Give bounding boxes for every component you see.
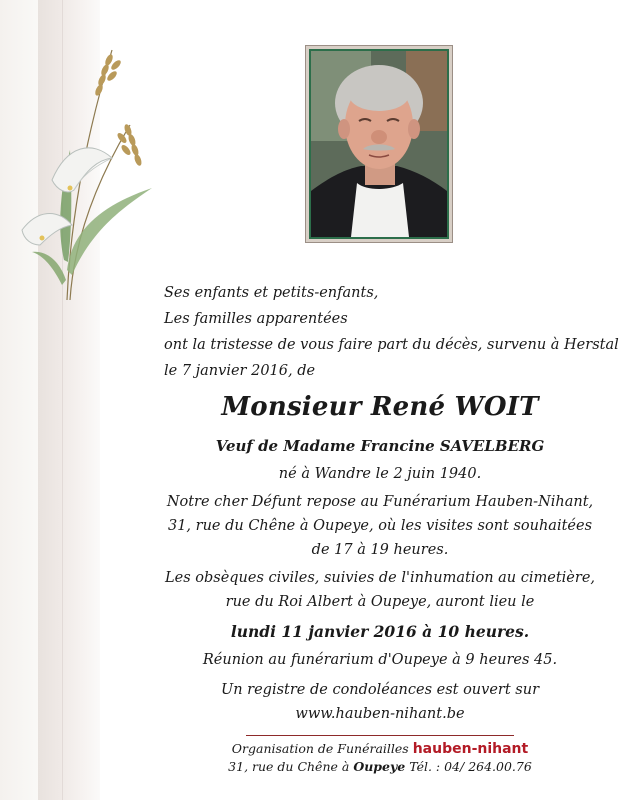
widow-of: Veuf de Madame Francine SAVELBERG	[215, 437, 545, 455]
birth-info: né à Wandre le 2 juin 1940.	[278, 466, 482, 482]
address-town: Oupeye	[353, 759, 406, 774]
portrait-frame	[305, 45, 453, 243]
intro-text	[164, 280, 619, 384]
funerarium-paragraph	[160, 490, 600, 562]
intro-line-4: le 7 janvier 2016, de	[164, 363, 316, 379]
footer-address	[160, 758, 600, 776]
footer-divider	[246, 735, 514, 736]
portrait-photo	[309, 49, 449, 239]
meeting-info: Réunion au funérarium d'Oupeye à 9 heures 45.	[202, 652, 558, 668]
intro-line-3: ont la tristesse de vous faire part du décès, survenu à Herstal	[164, 337, 619, 353]
deceased-name: Monsieur René WOIT	[221, 392, 539, 422]
footer	[160, 740, 600, 776]
registry-line: Un registre de condoléances est ouvert sur	[221, 682, 539, 698]
registry-block	[160, 678, 600, 726]
intro-line-1: Ses enfants et petits-enfants,	[164, 285, 379, 301]
registry-url[interactable]: www.hauben-nihant.be	[295, 706, 465, 722]
phone-number: Tél. : 04/ 264.00.76	[409, 759, 532, 774]
funerarium-line-2: 31, rue du Chêne à Oupeye, où les visites sont souhaitées	[167, 518, 593, 534]
address-prefix: 31, rue du Chêne à	[228, 759, 350, 774]
obsequies-line-2: rue du Roi Albert à Oupeye, auront lieu le	[225, 594, 535, 610]
brand-logo: hauben-nihant	[412, 741, 529, 757]
ceremony-date: lundi 11 janvier 2016 à 10 heures.	[230, 622, 530, 641]
obsequies-paragraph	[160, 566, 600, 614]
funerarium-line-1: Notre cher Défunt repose au Funérarium Hauben-Nihant,	[166, 494, 594, 510]
organisation-label: Organisation de Funérailles	[231, 741, 409, 756]
intro-line-2: Les familles apparentées	[164, 311, 348, 327]
lily-wheat-decoration	[12, 30, 162, 310]
obsequies-line-1: Les obsèques civiles, suivies de l'inhumation au cimetière,	[164, 570, 596, 586]
footer-organisation	[160, 740, 600, 758]
funerarium-line-3: de 17 à 19 heures.	[311, 542, 449, 558]
